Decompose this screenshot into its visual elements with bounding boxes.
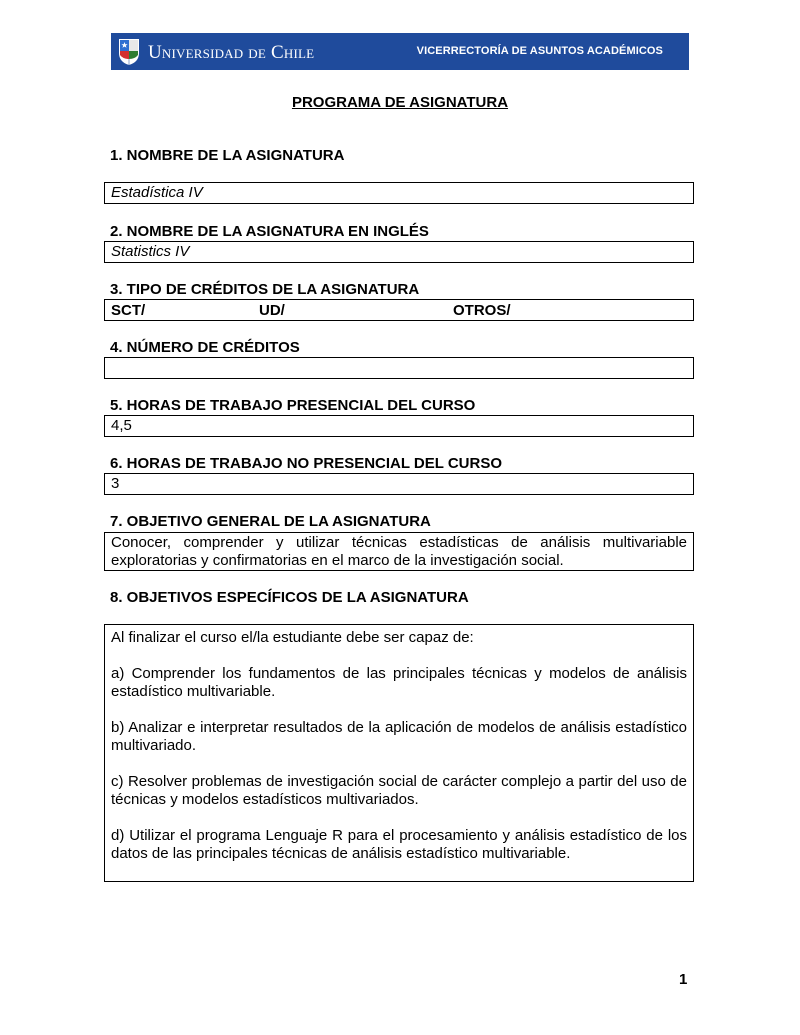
section-7-heading: 7. OBJETIVO GENERAL DE LA ASIGNATURA bbox=[110, 513, 431, 530]
general-objective-field: Conocer, comprender y utilizar técnicas estadísticas de análisis multivariable exploratorias y confirmatorias en el marco de la investigación social. bbox=[104, 532, 694, 571]
office-name: VICERRECTORÍA DE ASUNTOS ACADÉMICOS bbox=[416, 45, 663, 57]
objective-item-c: c) Resolver problemas de investigación social de carácter complejo a partir del uso de técnicas y modelos estadísticos multivariados. bbox=[111, 773, 687, 808]
credit-number-field bbox=[104, 357, 694, 379]
presential-hours-field: 4,5 bbox=[104, 415, 694, 437]
credit-type-otros: OTROS/ bbox=[453, 302, 511, 319]
specific-objectives-field bbox=[104, 624, 694, 882]
university-name: Universidad de Chile bbox=[148, 42, 315, 63]
page-title: PROGRAMA DE ASIGNATURA bbox=[291, 94, 509, 111]
section-3-heading: 3. TIPO DE CRÉDITOS DE LA ASIGNATURA bbox=[110, 281, 420, 298]
objectives-intro: Al finalizar el curso el/la estudiante debe ser capaz de: bbox=[111, 629, 474, 646]
course-name-english-field: Statistics IV bbox=[104, 241, 694, 263]
section-6-heading: 6. HORAS DE TRABAJO NO PRESENCIAL DEL CURSO bbox=[110, 455, 502, 472]
course-name-field: Estadística IV bbox=[104, 182, 694, 204]
section-5-heading: 5. HORAS DE TRABAJO PRESENCIAL DEL CURSO bbox=[110, 397, 476, 414]
section-8-heading: 8. OBJETIVOS ESPECÍFICOS DE LA ASIGNATURA bbox=[110, 589, 469, 606]
section-2-heading: 2. NOMBRE DE LA ASIGNATURA EN INGLÉS bbox=[110, 223, 429, 240]
page-number: 1 bbox=[679, 971, 688, 988]
section-1-heading: 1. NOMBRE DE LA ASIGNATURA bbox=[110, 147, 345, 164]
credit-type-field bbox=[104, 299, 694, 321]
objective-item-b: b) Analizar e interpretar resultados de la aplicación de modelos de análisis estadístico multivariado. bbox=[111, 719, 687, 754]
section-4-heading: 4. NÚMERO DE CRÉDITOS bbox=[110, 339, 300, 356]
credit-type-ud: UD/ bbox=[259, 302, 285, 319]
non-presential-hours-field: 3 bbox=[104, 473, 694, 495]
objective-item-a: a) Comprender los fundamentos de las principales técnicas y modelos de análisis estadístico multivariable. bbox=[111, 665, 687, 700]
objective-item-d: d) Utilizar el programa Lenguaje R para el procesamiento y análisis estadístico de los datos de las principales técnicas de análisis estadístico multivariable. bbox=[111, 827, 687, 862]
header-banner bbox=[111, 33, 689, 70]
credit-type-sct: SCT/ bbox=[111, 302, 146, 319]
university-crest-icon bbox=[117, 37, 141, 66]
